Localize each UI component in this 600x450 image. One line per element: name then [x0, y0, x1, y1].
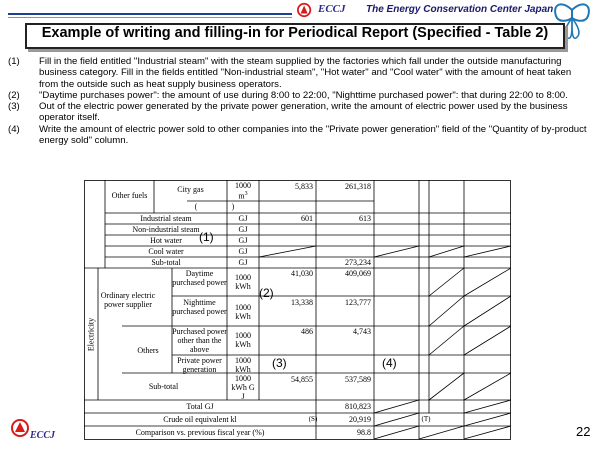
footer-brand: ECCJ — [30, 430, 56, 441]
subtotal-2-value-2: 537,589 — [345, 375, 371, 384]
subtotal-2-value-1: 54,855 — [291, 375, 313, 384]
non-industrial-steam-label: Non-industrial steam — [132, 225, 200, 234]
purchased-other-value-2: 4,743 — [353, 327, 371, 336]
page-title-box — [25, 23, 565, 49]
brand-name: ECCJ — [318, 3, 346, 15]
daytime-unit: 1000 kWh — [235, 273, 251, 291]
subtotal-1-unit: GJ — [238, 258, 248, 267]
subtotal-2-label: Sub-total — [148, 382, 179, 391]
other-fuels-label: Other fuels — [111, 191, 148, 200]
city-gas-value-2: 261,318 — [345, 182, 371, 191]
header-rule-thin — [8, 17, 292, 18]
total-gj-label: Total GJ — [186, 402, 214, 411]
industrial-steam-unit: GJ — [238, 214, 248, 223]
header-bar — [0, 0, 600, 22]
subtotal-2-unit: 1000 kWh G J — [231, 374, 255, 401]
hot-water-label: Hot water — [150, 236, 182, 245]
crude-oil-value: 20,919 — [349, 415, 371, 424]
page-title: Example of writing and filling-in for Periodical Report (Specified - Table 2) — [41, 25, 549, 41]
industrial-steam-value-2: 613 — [359, 214, 371, 223]
note-text: Out of the electric power generated by the private power generation, write the amount of electric power used by the business operator itself. — [39, 101, 568, 124]
nighttime-label: Nighttime purchased power — [172, 298, 227, 316]
hot-water-unit: GJ — [238, 236, 248, 245]
ordinary-supplier-label: Ordinary electric power supplier — [100, 291, 156, 309]
energy-table — [84, 180, 511, 440]
note-item — [8, 124, 588, 147]
marker-3: (3) — [272, 356, 287, 370]
city-gas-label: City gas — [177, 185, 204, 194]
notes-list — [8, 56, 588, 146]
city-gas-unit: 1000 $m^3$ — [235, 181, 251, 201]
note-text: Write the amount of electric power sold to other companies into the "Private power generation" field of the "Quantity of by-product energy sold" column. — [39, 123, 587, 147]
daytime-value-2: 409,069 — [345, 269, 371, 278]
organization-name: The Energy Conservation Center Japan — [366, 4, 554, 15]
eccj-logo-icon — [296, 2, 314, 18]
marker-1: (1) — [199, 230, 214, 244]
others-label: Others — [137, 346, 159, 355]
nighttime-value-2: 123,777 — [345, 298, 371, 307]
page-number: 22 — [576, 424, 591, 439]
note-number: (3) — [8, 101, 20, 113]
comparison-label: Comparison vs. previous fiscal year (%) — [135, 428, 265, 437]
marker-4: (4) — [382, 356, 397, 370]
crude-oil-mark-t: (T) — [421, 415, 431, 423]
note-number: (2) — [8, 89, 20, 101]
subtotal-1-label: Sub-total — [151, 258, 181, 267]
daytime-value-1: 41,030 — [291, 269, 313, 278]
cool-water-label: Cool water — [148, 247, 184, 256]
purchased-other-unit: 1000 kWh — [235, 331, 251, 349]
private-gen-unit: 1000 kWh — [235, 356, 251, 374]
note-item — [8, 101, 588, 124]
note-text: "Daytime purchases power": the amount of use during 8:00 to 22:00, "Nighttime purchased power": that during 22:00 to 8:00. — [39, 89, 568, 101]
city-gas-value-1: 5,833 — [295, 182, 313, 191]
crude-oil-label: Crude oil equivalent kl — [163, 415, 237, 424]
industrial-steam-label: Industrial steam — [140, 214, 192, 223]
subtotal-1-value: 273,234 — [345, 258, 371, 267]
paren-close: ) — [231, 202, 235, 211]
marker-2: (2) — [259, 286, 274, 300]
crude-oil-mark-s: (S) — [308, 415, 318, 423]
note-item — [8, 56, 588, 90]
industrial-steam-value-1: 601 — [301, 214, 313, 223]
note-item — [8, 90, 588, 101]
private-gen-label: Private power generation — [177, 356, 222, 374]
purchased-other-value-1: 486 — [301, 327, 313, 336]
total-gj-value: 810,823 — [345, 402, 371, 411]
eccj-footer-logo-icon — [10, 418, 30, 438]
non-industrial-steam-unit: GJ — [238, 225, 248, 234]
cool-water-unit: GJ — [238, 247, 248, 256]
nighttime-unit: 1000 kWh — [235, 303, 251, 321]
purchased-other-label: Purchased power other than the above — [172, 327, 227, 354]
daytime-label: Daytime purchased power — [172, 269, 227, 287]
note-number: (1) — [8, 56, 20, 67]
comparison-value: 98.8 — [357, 428, 371, 437]
header-rule — [8, 13, 292, 15]
note-number: (4) — [8, 123, 20, 135]
nighttime-value-1: 13,338 — [291, 298, 313, 307]
electricity-label: Electricity — [86, 317, 96, 352]
paren-open: ( — [194, 202, 198, 211]
note-text: Fill in the field entitled "Industrial steam" with the steam supplied by the factories which fall under the outside manufacturing business category. Fill in the fields entitled "Non-industrial steam", "Hot water" and "Cool water" with the amount of heat taken from the outside such as heat supply business operators. — [39, 56, 572, 90]
